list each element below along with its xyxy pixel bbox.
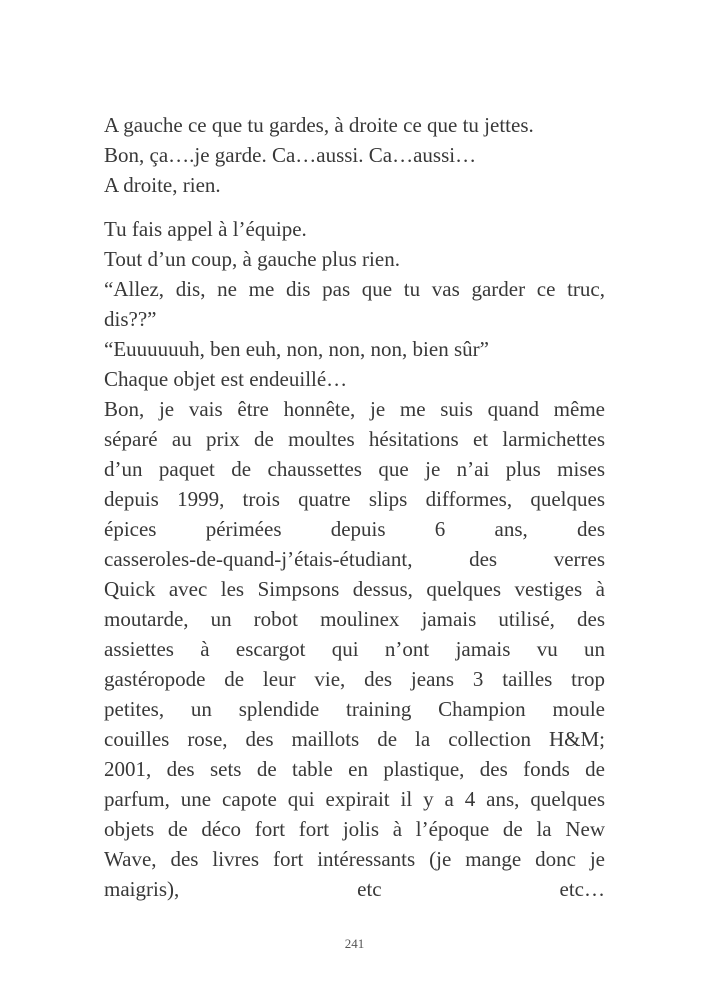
text-line: “Euuuuuuh, ben euh, non, non, non, bien sûr” — [104, 337, 489, 361]
paragraph — [104, 110, 605, 200]
text-line: Bon, je vais être honnête, je me suis quand même — [104, 397, 605, 421]
text-line: Tu fais appel à l’équipe. — [104, 217, 307, 241]
text-line: séparé au prix de moultes hésitations et larmichettes — [104, 427, 605, 451]
text-line: “Allez, dis, ne me dis pas que tu vas garder ce truc, — [104, 277, 605, 301]
text-line: moutarde, un robot moulinex jamais utilisé, des — [104, 607, 605, 631]
text-line: A droite, rien. — [104, 173, 221, 197]
text-line: depuis 1999, trois quatre slips difformes, quelques — [104, 487, 605, 511]
text-line: gastéropode de leur vie, des jeans 3 tailles trop — [104, 667, 605, 691]
text-line: Chaque objet est endeuillé… — [104, 367, 348, 391]
text-line: petites, un splendide training Champion moule — [104, 697, 605, 721]
text-line: A gauche ce que tu gardes, à droite ce que tu jettes. — [104, 113, 534, 137]
text-line: Quick avec les Simpsons dessus, quelques vestiges à — [104, 577, 605, 601]
text-line: maigris), etc etc… — [104, 877, 605, 901]
text-line: assiettes à escargot qui n’ont jamais vu un — [104, 637, 605, 661]
page-number: 241 — [344, 936, 365, 951]
text-line: épices périmées depuis 6 ans, des — [104, 517, 605, 541]
text-line: dis??” — [104, 307, 157, 331]
text-line: parfum, une capote qui expirait il y a 4 ans, quelques — [104, 787, 605, 811]
page-text-block — [104, 110, 605, 904]
text-line: Wave, des livres fort intéressants (je mange donc je — [104, 847, 605, 871]
text-line: Tout d’un coup, à gauche plus rien. — [104, 247, 400, 271]
text-line: casseroles-de-quand-j’étais-étudiant, des verres — [104, 547, 605, 571]
text-line: 2001, des sets de table en plastique, des fonds de — [104, 757, 605, 781]
text-line: objets de déco fort fort jolis à l’époque de la New — [104, 817, 605, 841]
paragraph — [104, 214, 605, 904]
text-line: couilles rose, des maillots de la collection H&M; — [104, 727, 605, 751]
text-line: d’un paquet de chaussettes que je n’ai plus mises — [104, 457, 605, 481]
text-line: Bon, ça….je garde. Ca…aussi. Ca…aussi… — [104, 143, 477, 167]
